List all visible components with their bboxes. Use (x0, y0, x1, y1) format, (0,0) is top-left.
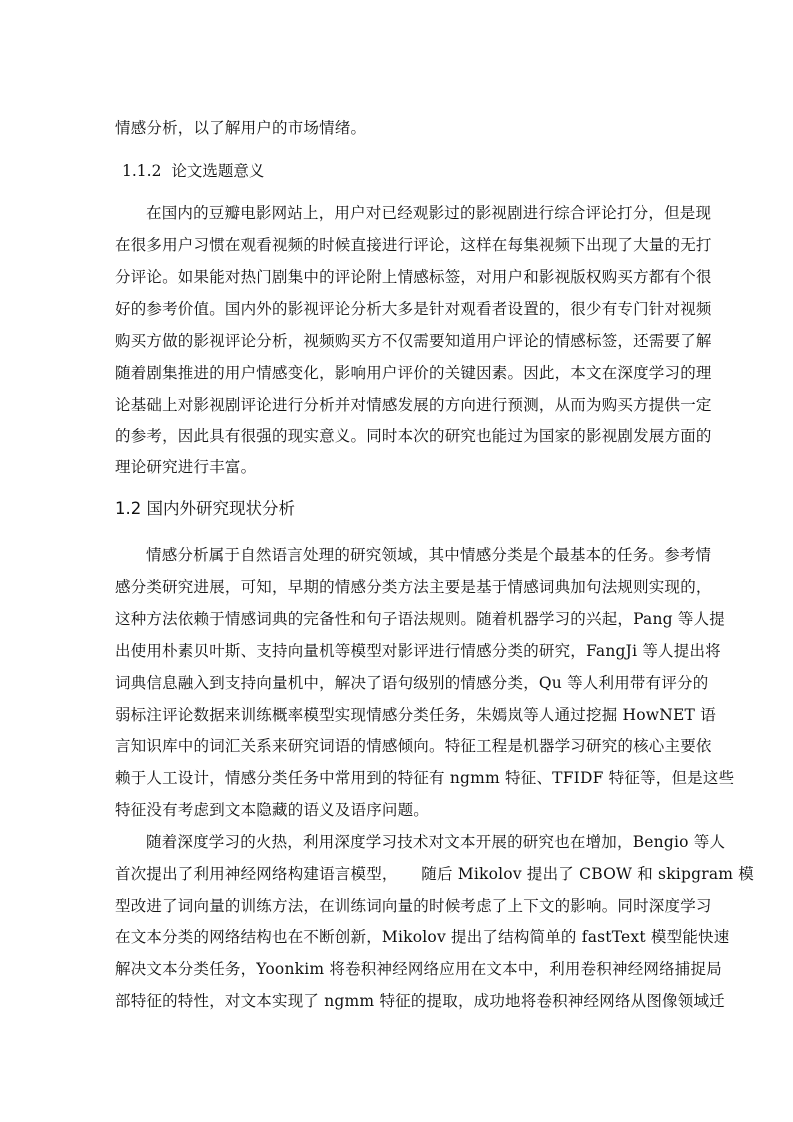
paragraph-line: 部特征的特性，对文本实现了 ngmm 特征的提取，成功地将卷积神经网络从图像领域迁 (115, 992, 725, 1010)
paragraph-line: 特征没有考虑到文本隐藏的语义及语序问题。 (115, 801, 430, 819)
section-heading-1-1-2 (122, 156, 264, 186)
paragraph-line: 词典信息融入到支持向量机中，解决了语句级别的情感分类，Qu 等人利用带有评分的 (115, 674, 709, 692)
paragraph-line: 出使用朴素贝叶斯、支持向量机等模型对影评进行情感分类的研究，FangJi 等人提出将 (115, 642, 721, 660)
paragraph-line: 这种方法依赖于情感词典的完备性和句子语法规则。随着机器学习的兴起，Pang 等人提 (115, 610, 726, 628)
paragraph-line: 首次提出了利用神经网络构建语言模型， 随后 Mikolov 提出了 CBOW 和 skipgram 模 (115, 865, 754, 883)
paragraph-line: 分评论。如果能对热门剧集中的评论附上情感标签，对用户和影视版权购买方都有个很 (115, 268, 712, 286)
paragraph-line: 解决文本分类任务，Yoonkim 将卷积神经网络应用在文本中，利用卷积神经网络捕捉局 (115, 960, 722, 978)
paragraph-line: 论基础上对影视剧评论进行分析并对情感发展的方向进行预测，从而为购买方提供一定 (115, 396, 712, 414)
paragraph-line: 随着深度学习的火热，利用深度学习技术对文本开展的研究也在增加，Bengio 等人 (146, 833, 726, 851)
section-title: 论文选题意义 (171, 162, 265, 180)
paragraph-line: 在很多用户习惯在观看视频的时候直接进行评论，这样在每集视频下出现了大量的无打 (115, 236, 712, 254)
paragraph-line: 好的参考价值。国内外的影视评论分析大多是针对观看者设置的，很少有专门针对视频 (115, 300, 712, 318)
paragraph-line: 在国内的豆瓣电影网站上，用户对已经观影过的影视剧进行综合评论打分，但是现 (146, 204, 712, 222)
paragraph-line: 随着剧集推进的用户情感变化，影响用户评价的关键因素。因此，本文在深度学习的理 (115, 364, 712, 382)
paragraph-line: 感分类研究进展，可知，早期的情感分类方法主要是基于情感词典加句法规则实现的， (115, 578, 712, 596)
paragraph-line: 弱标注评论数据来训练概率模型实现情感分类任务，朱嫣岚等人通过挖掘 HowNET 语 (115, 706, 716, 724)
paragraph-line: 的参考，因此具有很强的现实意义。同时本次的研究也能过为国家的影视剧发展方面的 (115, 427, 712, 445)
paragraph-line: 购买方做的影视评论分析，视频购买方不仅需要知道用户评论的情感标签，还需要了解 (115, 332, 712, 350)
paragraph-line: 情感分析，以了解用户的市场情绪。 (115, 119, 367, 137)
paragraph-line: 言知识库中的词汇关系来研究词语的情感倾向。特征工程是机器学习研究的核心主要依 (115, 737, 712, 755)
paragraph-line: 在文本分类的网络结构也在不断创新，Mikolov 提出了结构简单的 fastText 模型能快速 (115, 928, 730, 946)
paragraph-line: 情感分析属于自然语言处理的研究领域，其中情感分类是个最基本的任务。参考情 (146, 546, 712, 564)
section-number: 1.1.2 (122, 162, 162, 180)
paragraph-line: 型改进了词向量的训练方法，在训练词向量的时候考虑了上下文的影响。同时深度学习 (115, 897, 712, 915)
paragraph-line: 赖于人工设计，情感分类任务中常用到的特征有 ngmm 特征、TFIDF 特征等，但是这些 (115, 769, 735, 787)
paragraph-line: 理论研究进行丰富。 (115, 458, 257, 476)
section-heading-1-2: 1.2 国内外研究现状分析 (115, 499, 295, 518)
